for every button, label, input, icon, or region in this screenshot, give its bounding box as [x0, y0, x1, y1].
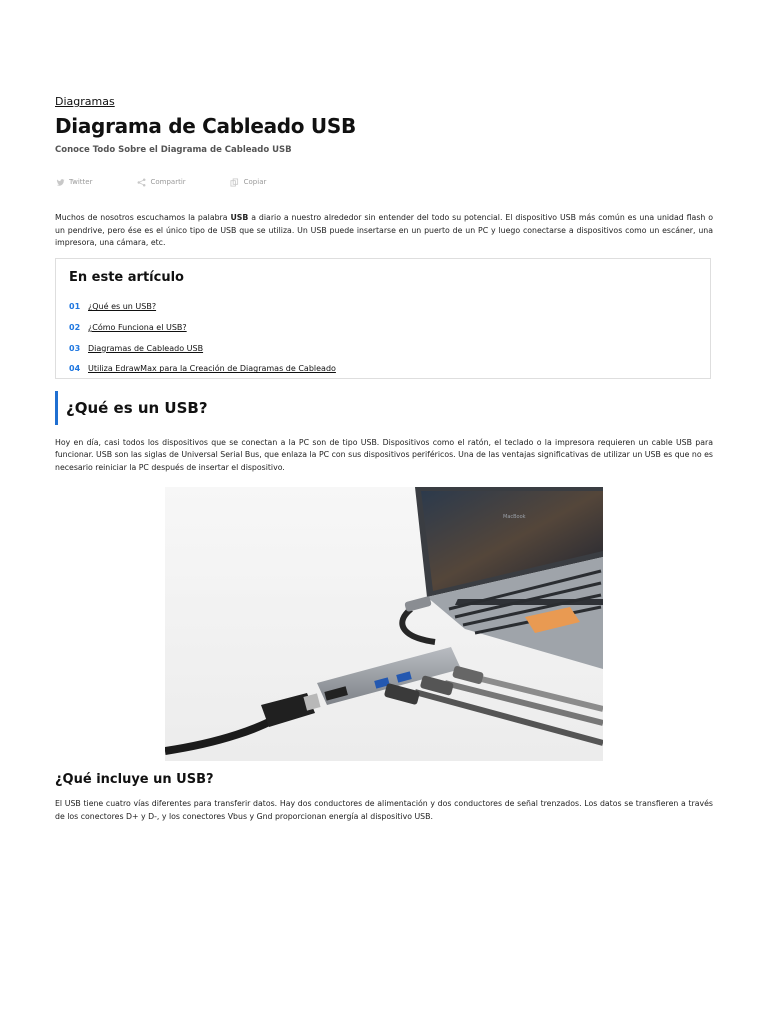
toc-number: 02 — [69, 323, 81, 333]
copy-link-button[interactable] — [230, 176, 267, 188]
toc-item — [69, 338, 697, 359]
intro-text-after: a diario a nuestro alrededor sin entender del todo su potencial. El dispositivo USB más común es una unidad flash o un pendrive, pero ése es el único tipo de USB que se utiliza. Un USB puede insertarse en un puerto de un PC y luego conectarse a dispositivos como un escáner, una impresora, una cámara, etc. — [55, 213, 713, 247]
breadcrumb[interactable]: Diagramas — [55, 95, 115, 108]
section-heading-que-incluye: ¿Qué incluye un USB? — [55, 772, 214, 787]
share-twitter-button[interactable] — [55, 176, 92, 188]
intro-paragraph — [55, 212, 713, 250]
page-title: Diagrama de Cableado USB — [55, 114, 356, 138]
article-content — [55, 90, 713, 474]
share-bar — [55, 176, 713, 188]
toc-number: 04 — [69, 364, 81, 374]
toc-list — [69, 297, 697, 380]
share-icon — [136, 177, 146, 187]
toc-number: 03 — [69, 343, 81, 353]
section-heading-que-es-usb: ¿Qué es un USB? — [55, 391, 713, 425]
intro-text-bold: USB — [230, 213, 249, 222]
copy-icon — [230, 177, 240, 187]
section-paragraph: El USB tiene cuatro vías diferentes para transferir datos. Hay dos conductores de alimentación y dos conductores de señal trenzados. Los datos se transfieren a través de los conectores D+ y D-, y los conectores Vbus y Gnd proporcionan energía al dispositivo USB. — [55, 799, 713, 821]
toc-link-edrawmax[interactable]: Utiliza EdrawMax para la Creación de Diagramas de Cableado — [88, 364, 336, 374]
usb-hub-laptop-photo — [165, 487, 603, 761]
copy-link-label: Copiar — [243, 178, 267, 186]
toc-link-que-es-usb[interactable]: ¿Qué es un USB? — [88, 302, 157, 312]
toc-item — [69, 359, 697, 380]
toc-link-como-funciona[interactable]: ¿Cómo Funciona el USB? — [88, 323, 187, 333]
share-twitter-label: Twitter — [69, 178, 93, 186]
toc-number: 01 — [69, 302, 81, 312]
section-paragraph: Hoy en día, casi todos los dispositivos que se conectan a la PC son de tipo USB. Dispositivos como el ratón, el teclado o la impresora requieren un cable USB para funcionar. USB son las siglas de Universal Serial Bus, que enlaza la PC con sus dispositivos periféricos. Una de las ventajas significativas de utilizar un USB es que no es necesario reiniciar la PC después de insertar el dispositivo. — [55, 437, 713, 472]
toc-link-diagramas[interactable]: Diagramas de Cableado USB — [88, 343, 204, 353]
toc-item — [69, 297, 697, 318]
page-subtitle: Conoce Todo Sobre el Diagrama de Cableado USB — [55, 145, 292, 155]
intro-text-before: Muchos de nosotros escuchamos la palabra — [55, 213, 231, 222]
share-general-button[interactable] — [136, 176, 185, 188]
twitter-icon — [55, 177, 65, 187]
table-of-contents — [55, 258, 711, 379]
share-general-label: Compartir — [150, 178, 186, 186]
toc-title: En este artículo — [69, 269, 184, 285]
laptop-brand-label: MacBook — [503, 514, 526, 520]
toc-item — [69, 317, 697, 338]
